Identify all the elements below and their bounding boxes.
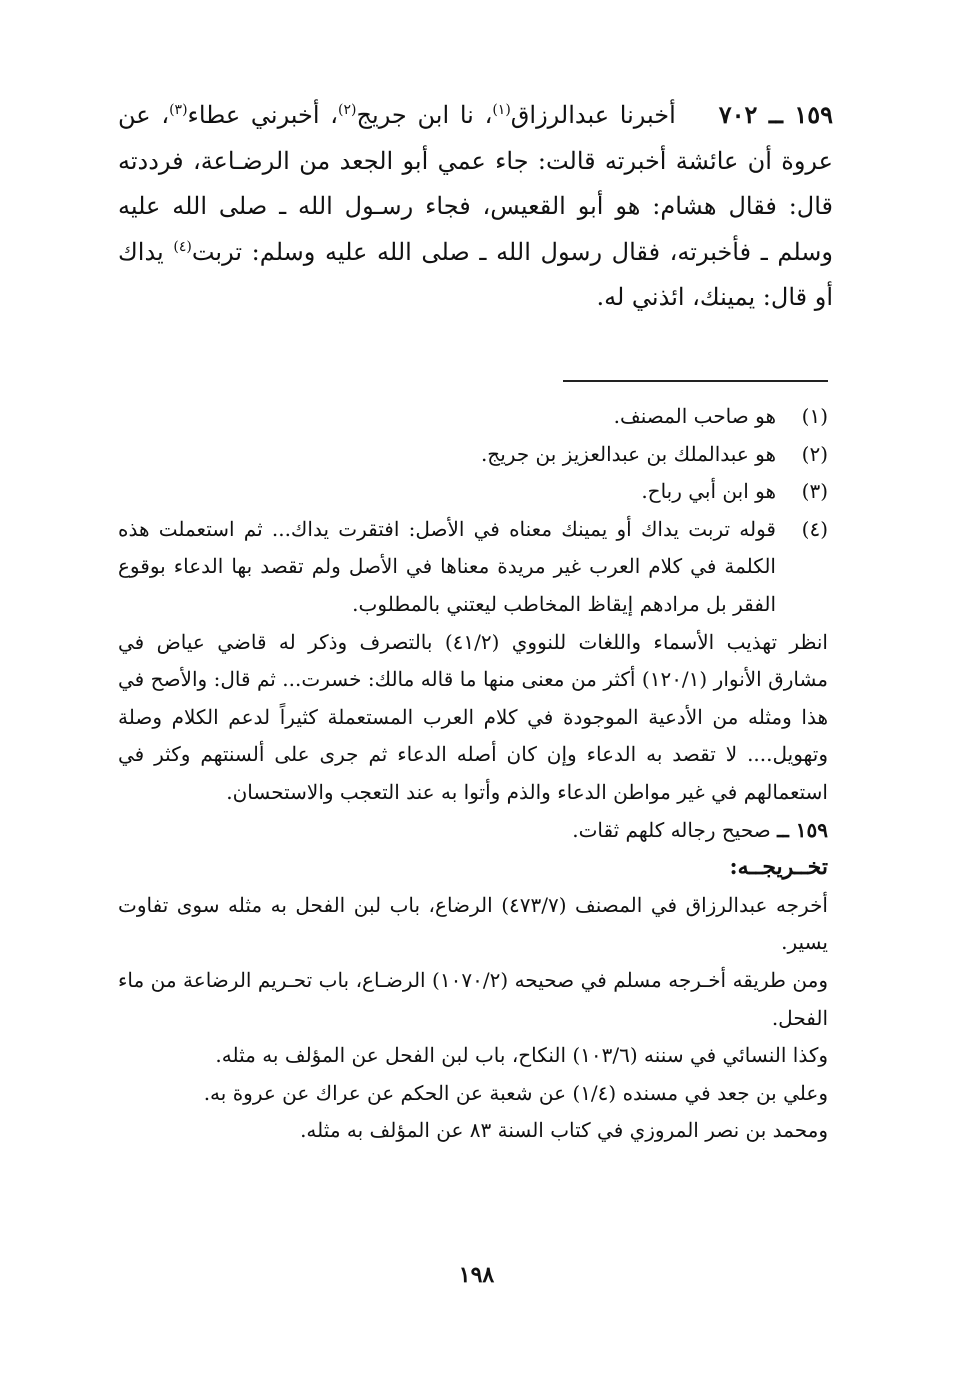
- footnote-continuation: انظر تهذيب الأسماء واللغات للنووي (٤١/٢) بالتصرف وذكر له قاضي عياض في مشارق الأنوار (١٢٠/١) أكثر من معنى منها ما قاله مالك: خسرت... ثم قال: والأصح في هذا ومثله من الأدعية الموجودة في كلام العرب المستعملة كثيراً لدعم الكلام وصلة وتهويل.... لا تقصد به الدعاء وإن كان أصله الدعاء ثم جرى على ألسنتهم وكثر في استعمالهم في غير مواطن الدعاء والذم وأتوا به عند التعجب والاستحسان.: [118, 629, 828, 804]
- takhrij-line: أخرجه عبدالرزاق في المصنف (٤٧٣/٧) الرضاع، باب لبن الفحل به مثله سوى تفاوت يسير.: [118, 892, 828, 955]
- hadith-segment: ، نا ابن جريج: [356, 101, 493, 129]
- footnote-item: [118, 473, 828, 511]
- footnote-number: (٣): [801, 479, 828, 504]
- hadith-number: ١٥٩ ــ ٧٠٢: [718, 100, 834, 129]
- grading-text: صحيح رجاله كلهم ثقات.: [572, 817, 771, 842]
- footnote-ref[interactable]: (٣): [169, 102, 188, 118]
- footnote-ref[interactable]: (٤): [173, 238, 192, 255]
- takhrij-line: ومن طريقه أخـرجه مسلم في صحيحه (١٠٧٠/٢) الرضـاع، باب تحـريم الرضاعة من ماء الفحل.: [118, 967, 828, 1030]
- footnote-number: (٤): [801, 516, 828, 541]
- footnote-text: قوله تربت يداك أو يمينك معناه في الأصل: افتقرت يداك... ثم استعملت هذه الكلمة في كلام العرب غير مريدة معناها في الأصل ولم تقصد بها الدعاء بوقوع الفقر بل مرادهم إيقاظ المخاطب ليعتني بالمطلوب.: [118, 516, 776, 616]
- hadith-segment: أخبرنا عبدالرزاق: [510, 101, 676, 129]
- hadith-segment: ، أخبرني عطاء: [187, 101, 339, 129]
- footnote-ref[interactable]: (١): [492, 102, 511, 118]
- hadith-segment: يداك أو قال: يمينك، ائذني له.: [118, 237, 833, 311]
- takhrij-heading: تخــريجــه:: [729, 854, 828, 881]
- footnotes-section: [118, 398, 828, 1150]
- footnote-text: هو عبدالملك بن عبدالعزيز بن جريج.: [480, 441, 776, 466]
- footnote-item: [118, 398, 828, 436]
- footnote-number: (١): [801, 404, 828, 428]
- page-number: ١٩٨: [458, 1262, 495, 1288]
- grading-line: [118, 812, 828, 850]
- footnote-text: هو صاحب المصنف.: [613, 404, 776, 428]
- takhrij-line: وكذا النسائي في سننه (١٠٣/٦) النكاح، باب لبن الفحل عن المؤلف به مثله.: [215, 1043, 828, 1068]
- takhrij-line: وعلي بن جعد في مسنده (١/٤) عن شعبة عن الحكم عن عراك عن عروة به.: [203, 1080, 828, 1105]
- footnote-number: (٢): [801, 441, 828, 466]
- grading-number: ١٥٩ ــ: [777, 817, 828, 842]
- hadith-text: [118, 92, 833, 321]
- footnote-text: هو ابن أبي رباح.: [641, 479, 776, 504]
- footnote-separator: [563, 380, 828, 382]
- takhrij-line: ومحمد بن نصر المروزي في كتاب السنة ٨٣ عن المؤلف به مثله.: [300, 1118, 828, 1143]
- footnote-item: [118, 436, 828, 474]
- footnote-item: [118, 511, 828, 624]
- footnote-ref[interactable]: (٢): [338, 102, 357, 118]
- hadith-segment: ، عن عروة أن عائشة أخبرته قالت: جاء عمي أبو الجعد من الرضـاعة، فرددته قال: فقال هشام: هو أبو القعيس، فجاء رسـول الله ـ صلى الله عليه وسلم ـ فأخبرته، فقال رسول الله ـ صلى الله عليه وسلم: تربت: [118, 101, 833, 266]
